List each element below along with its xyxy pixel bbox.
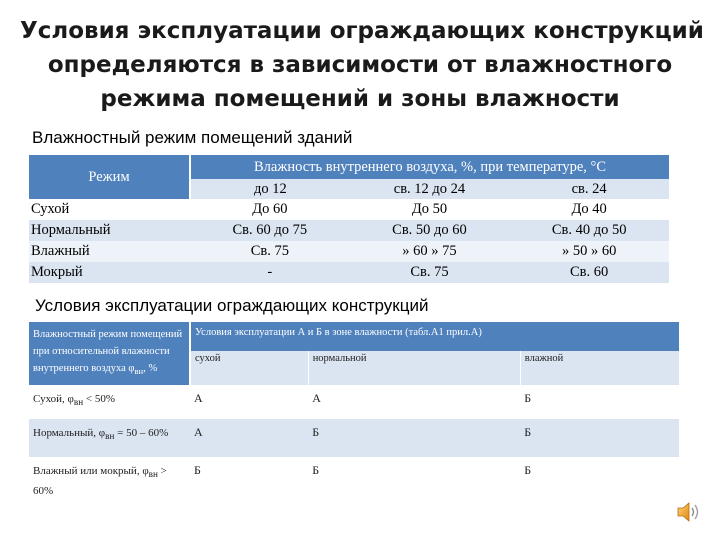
mode-header: Режим [29,155,190,199]
value-cell: Св. 40 до 50 [509,220,669,241]
speaker-icon[interactable] [676,500,702,524]
condition-cell: Б [308,419,520,457]
table-row [29,220,669,241]
mode-cell: Влажный [29,241,190,262]
conditions-header: Условия эксплуатации А и Б в зоне влажности (табл.А1 прил.А) [190,322,679,351]
condition-cell: А [190,385,308,419]
value-cell: Св. 60 [509,262,669,283]
condition-cell: А [308,385,520,419]
temp-col-2: св. 12 до 24 [350,179,510,199]
humidity-regime-heading: Влажностный режим помещений зданий [32,128,353,147]
regime-header: Влажностный режим помещений при относительной влажности внутреннего воздуха $\varphi_{вн}$, % [29,322,190,385]
condition-cell: Б [520,385,679,419]
condition-cell: Б [190,457,308,502]
humidity-regime-table [29,155,669,283]
zone-humid: влажной [520,351,679,385]
table-row [29,262,669,283]
table-row [29,385,679,419]
condition-cell: Б [520,457,679,502]
value-cell: Св. 75 [350,262,510,283]
value-cell: Св. 75 [190,241,350,262]
regime-cell: Нормальный, $\varphi_{вн} = 50 - 60\%$ [29,419,190,457]
operating-conditions-table [29,322,679,502]
value-cell: До 60 [190,199,350,220]
condition-cell: Б [520,419,679,457]
condition-cell: А [190,419,308,457]
table-row [29,199,669,220]
mode-cell: Мокрый [29,262,190,283]
mode-cell: Нормальный [29,220,190,241]
value-cell: » 60 » 75 [350,241,510,262]
humidity-header: Влажность внутреннего воздуха, %, при температуре, °С [190,155,669,179]
temp-col-3: св. 24 [509,179,669,199]
value-cell: До 50 [350,199,510,220]
slide-title [20,14,704,116]
table-row [29,241,669,262]
title-line-1: Условия эксплуатации ограждающих конструкций [20,18,704,44]
regime-cell: Сухой, $\varphi_{вн} < 50\%$ [29,385,190,419]
value-cell: - [190,262,350,283]
temp-col-1: до 12 [190,179,350,199]
zone-dry: сухой [190,351,308,385]
value-cell: » 50 » 60 [509,241,669,262]
table-row [29,457,679,502]
title-line-3: режима помещений и зоны влажности [100,86,620,112]
value-cell: До 40 [509,199,669,220]
condition-cell: Б [308,457,520,502]
value-cell: Св. 60 до 75 [190,220,350,241]
operating-conditions-heading: Условия эксплуатации ограждающих конструкций [35,296,429,315]
value-cell: Св. 50 до 60 [350,220,510,241]
table-row [29,419,679,457]
title-line-2: определяются в зависимости от влажностного [47,52,673,78]
regime-cell: Влажный или мокрый, $\varphi_{вн} > 60\%$ [29,457,190,502]
mode-cell: Сухой [29,199,190,220]
zone-normal: нормальной [308,351,520,385]
